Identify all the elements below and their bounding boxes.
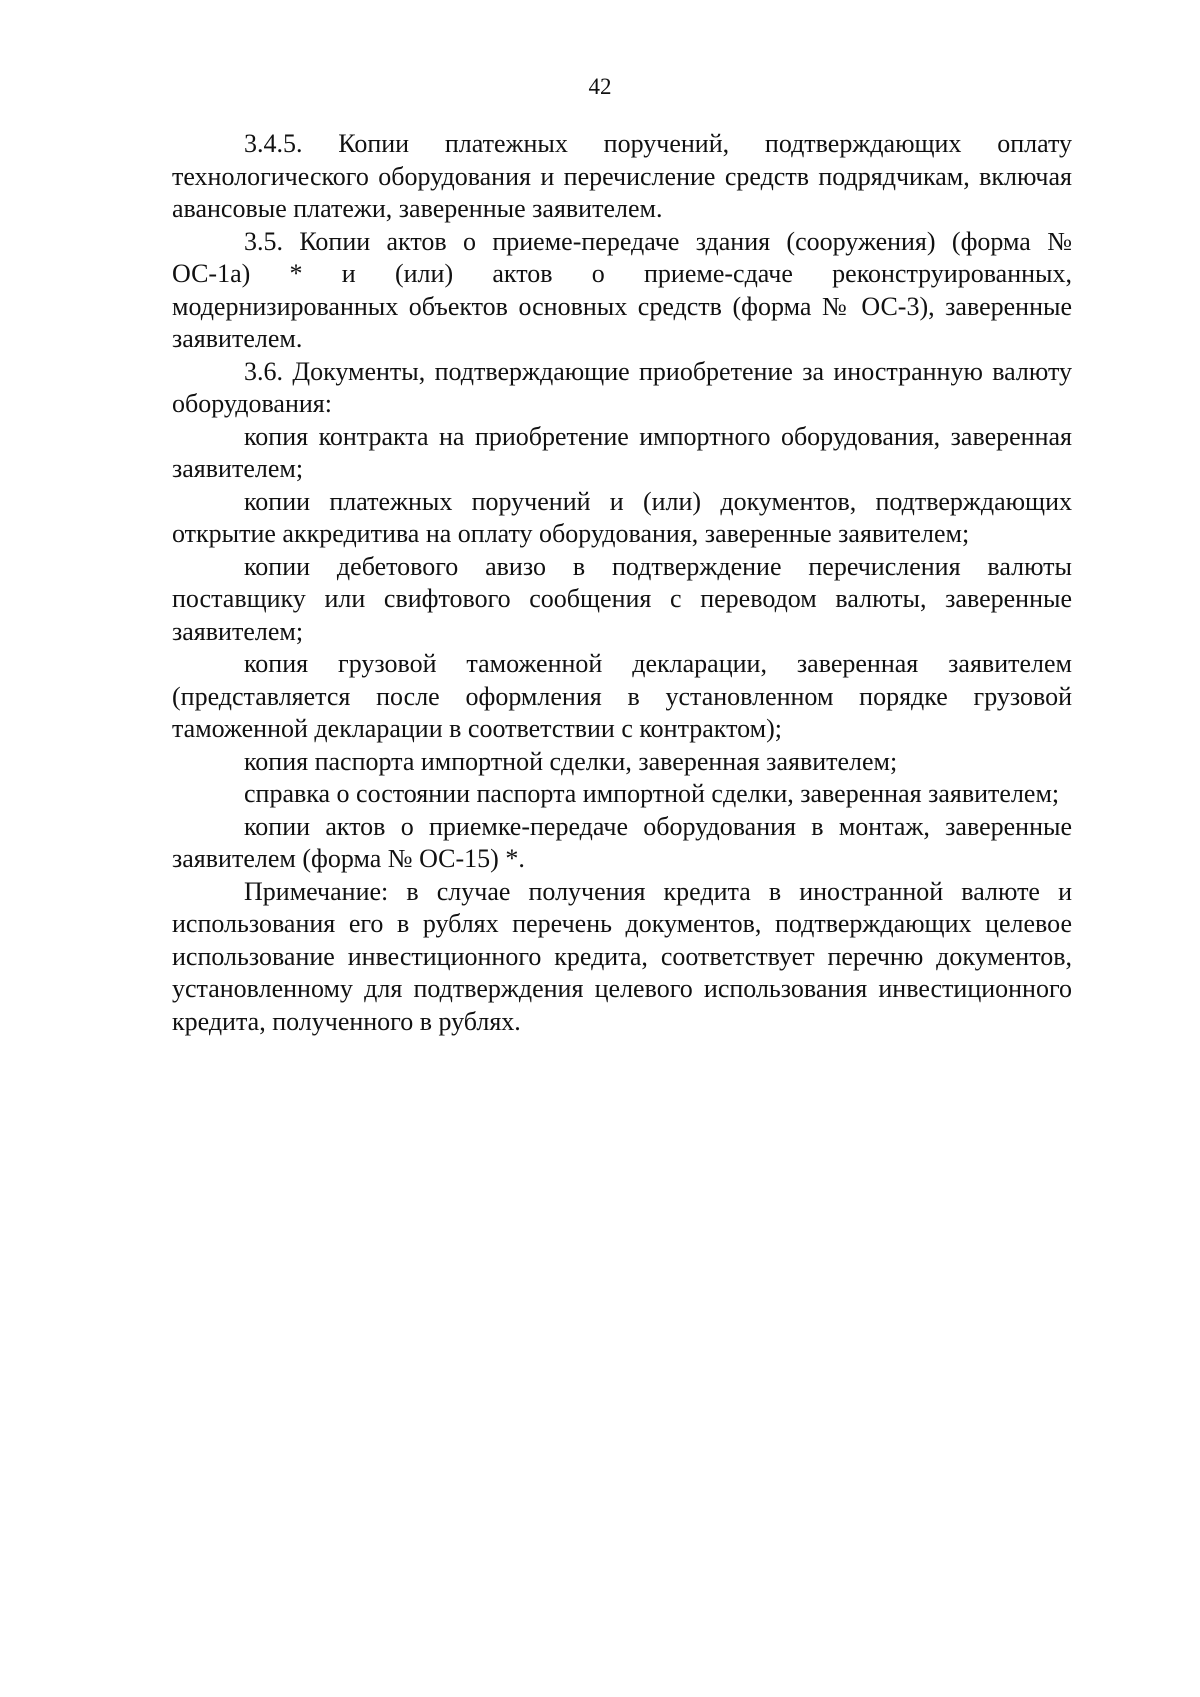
list-item-installation-acts: копии актов о приемке-передаче оборудования в монтаж, заверенные заявителем (форма № ОС-15) *. — [172, 811, 1072, 873]
document-body — [172, 128, 1072, 1038]
page-number: 42 — [588, 74, 612, 99]
list-item-debit-advice: копии дебетового авизо в подтверждение перечисления валюты поставщику или свифтового сообщения с переводом валюты, заверенные заявителем; — [172, 551, 1072, 646]
note-paragraph: Примечание: в случае получения кредита в иностранной валюте и использования его в рублях перечень документов, подтверждающих целевое использование инвестиционного кредита, соответствует перечню документов, установленному для подтверждения целевого использования инвестиционного кредита, полученного в рублях. — [172, 876, 1072, 1036]
list-item-payment-orders: копии платежных поручений и (или) документов, подтверждающих открытие аккредитива на оплату оборудования, заверенные заявителем; — [172, 486, 1072, 548]
paragraph-3-5: 3.5. Копии актов о приеме-передаче здания (сооружения) (форма № ОС-1а) * и (или) актов о приеме-сдаче реконструированных, модернизированных объектов основных средств (форма № ОС-3), заверенные заявителем. — [172, 226, 1072, 353]
list-item-contract-copy: копия контракта на приобретение импортного оборудования, заверенная заявителем; — [172, 421, 1072, 483]
paragraph-3-6: 3.6. Документы, подтверждающие приобретение за иностранную валюту оборудования: — [172, 356, 1072, 418]
paragraph-3-4-5: 3.4.5. Копии платежных поручений, подтверждающих оплату технологического оборудования и перечисление средств подрядчикам, включая авансовые платежи, заверенные заявителем. — [172, 129, 1072, 223]
list-item-customs-declaration: копия грузовой таможенной декларации, заверенная заявителем (представляется после оформления в установленном порядке грузовой таможенной декларации в соответствии с контрактом); — [172, 649, 1072, 743]
list-item-import-passport: копия паспорта импортной сделки, заверенная заявителем; — [244, 746, 898, 776]
list-item-passport-status: справка о состоянии паспорта импортной сделки, заверенная заявителем; — [244, 779, 1060, 808]
